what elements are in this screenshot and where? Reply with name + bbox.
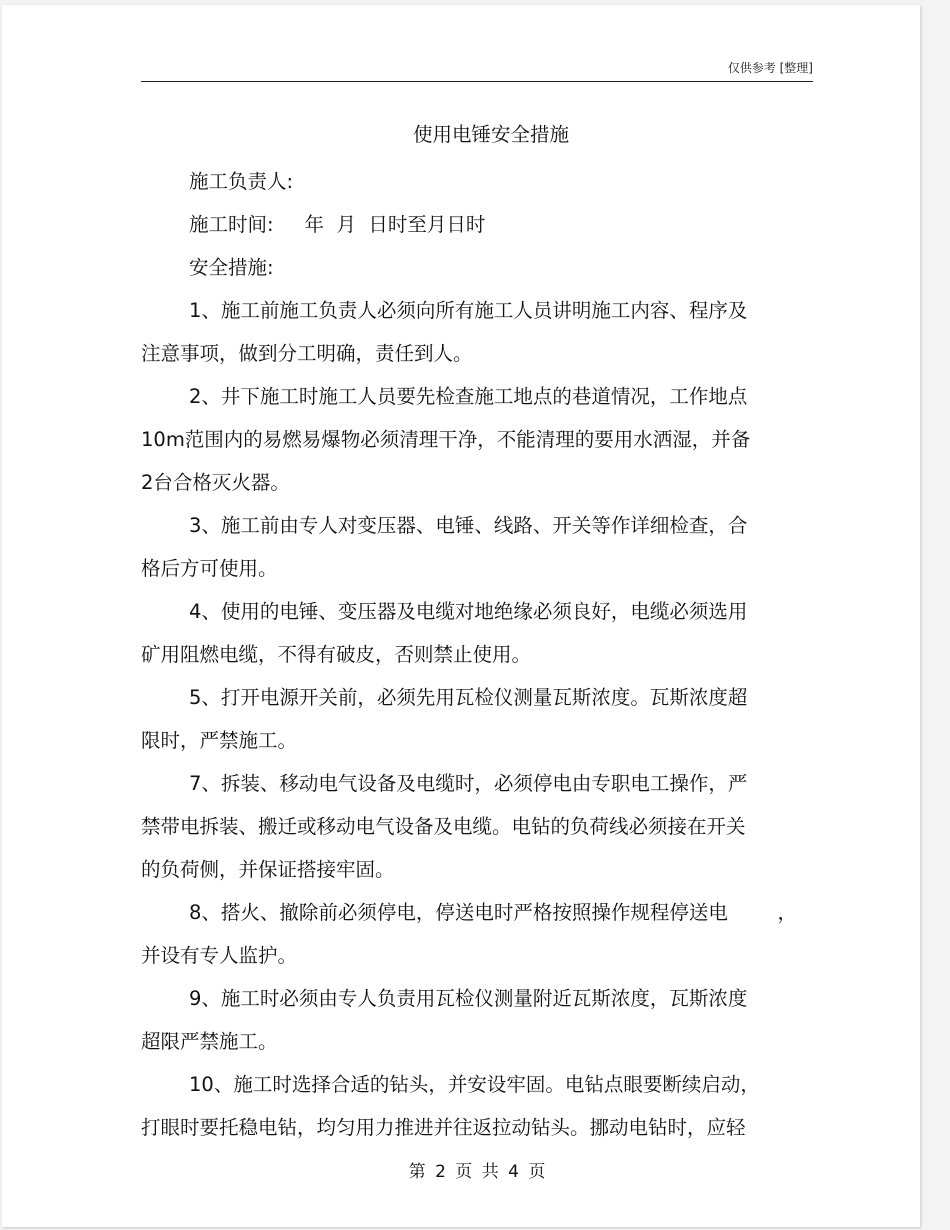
measure-item: [141, 1063, 781, 1149]
item-line: 10m范围内的易燃易爆物必须清理干净，不能清理的要用水洒湿，并备: [141, 428, 751, 451]
field-time: 施工时间: 年 月 日时至月日时: [189, 213, 486, 236]
item-line: 4、使用的电锤、变压器及电缆对地绝缘必须良好，电缆必须选用: [189, 600, 748, 623]
measure-item: [141, 375, 781, 504]
document-body: [141, 160, 797, 1149]
item-line: 10、施工时选择合适的钻头，并安设牢固。电钻点眼要断续启动，: [189, 1073, 760, 1096]
item-line: 矿用阻燃电缆，不得有破皮，否则禁止使用。: [141, 643, 532, 666]
item-line: 注意事项，做到分工明确，责任到人。: [141, 342, 473, 365]
item-line: 1、施工前施工负责人必须向所有施工人员讲明施工内容、程序及: [189, 299, 748, 322]
document-page: [2, 5, 920, 1227]
header-note: 仅供参考 [整理]: [727, 61, 813, 75]
item-line: 7、拆装、移动电气设备及电缆时，必须停电由专职电工操作，严: [189, 772, 748, 795]
measure-item: [141, 289, 781, 375]
page-number: 第 2 页 共 4 页: [408, 1162, 546, 1182]
item-line: 5、打开电源开关前，必须先用瓦检仪测量瓦斯浓度。瓦斯浓度超: [189, 686, 748, 709]
item-line: 格后方可使用。: [141, 557, 278, 580]
measures-heading: 安全措施:: [189, 256, 274, 279]
field-responsible: 施工负责人:: [189, 170, 294, 193]
measure-item: [141, 762, 781, 891]
item-line: 2台合格灭火器。: [141, 471, 290, 494]
measure-item: [141, 676, 781, 762]
item-line: 禁带电拆装、搬迁或移动电气设备及电缆。电钻的负荷线必须接在开关: [141, 815, 746, 838]
item-line: 限时，严禁施工。: [141, 729, 298, 752]
item-line: 3、施工前由专人对变压器、电锤、线路、开关等作详细检查，合: [189, 514, 748, 537]
measure-item: [141, 590, 781, 676]
item-line: 8、搭火、撤除前必须停电，停送电时严格按照操作规程停送电 ，: [189, 901, 797, 924]
measure-item: [141, 504, 781, 590]
document-title: 使用电锤安全措施: [412, 123, 569, 146]
header-divider: [141, 81, 813, 82]
item-line: 9、施工时必须由专人负责用瓦检仪测量附近瓦斯浓度，瓦斯浓度: [189, 987, 748, 1010]
item-line: 并设有专人监护。: [141, 944, 298, 967]
item-line: 超限严禁施工。: [141, 1030, 278, 1053]
item-line: 打眼时要托稳电钻，均匀用力推进并往返拉动钻头。挪动电钻时，应轻: [141, 1116, 746, 1139]
measure-item: [141, 977, 781, 1063]
measure-item: [141, 891, 797, 977]
item-line: 2、井下施工时施工人员要先检查施工地点的巷道情况，工作地点: [189, 385, 748, 408]
item-line: 的负荷侧，并保证搭接牢固。: [141, 858, 395, 881]
